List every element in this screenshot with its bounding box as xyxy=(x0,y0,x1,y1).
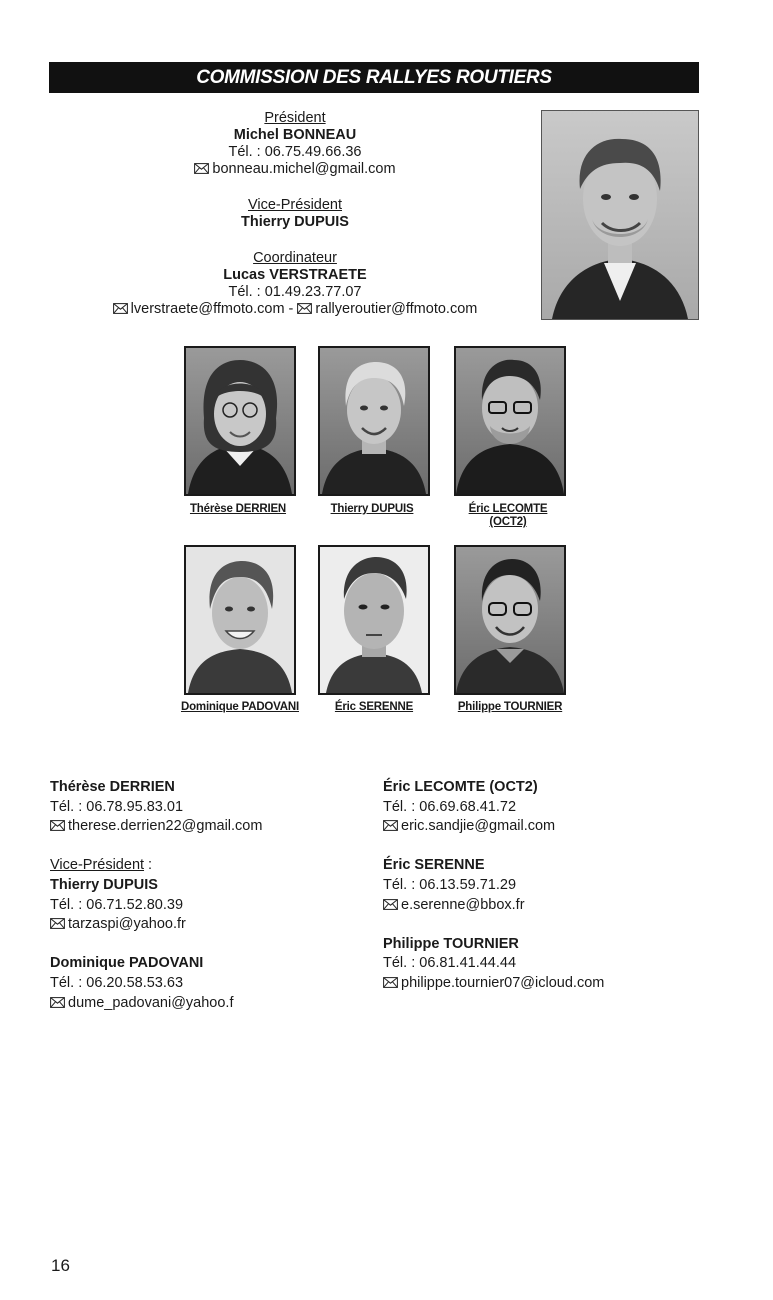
envelope-icon xyxy=(50,820,65,831)
contact-email[interactable]: eric.sandjie@gmail.com xyxy=(401,818,556,835)
caption-therese-derrien: Thérèse DERRIEN xyxy=(189,503,287,515)
contact-name: Éric SERENNE xyxy=(383,857,485,874)
vice-president-role: Vice-Président xyxy=(247,197,343,213)
envelope-icon xyxy=(297,303,312,314)
contact-email[interactable]: therese.derrien22@gmail.com xyxy=(68,818,263,835)
portrait-thierry-dupuis xyxy=(318,346,430,496)
vice-president-name: Thierry DUPUIS xyxy=(241,214,349,230)
president-phone: Tél. : 06.75.49.66.36 xyxy=(228,144,362,160)
caption-eric-serenne: Éric SERENNE xyxy=(334,701,414,713)
contact-card xyxy=(50,954,360,1013)
contact-card xyxy=(50,778,360,837)
contact-name: Éric LECOMTE (OCT2) xyxy=(383,779,538,795)
president-block xyxy=(90,110,500,178)
vice-president-block xyxy=(90,197,500,231)
contact-email[interactable]: philippe.tournier07@icloud.com xyxy=(401,974,605,991)
envelope-icon xyxy=(383,899,398,910)
contact-phone: Tél. : 06.81.41.44.44 xyxy=(383,955,517,972)
contact-column-right xyxy=(383,778,723,994)
coordinator-phone: Tél. : 01.49.23.77.07 xyxy=(228,284,362,300)
page-number: 16 xyxy=(51,1256,70,1275)
contact-card xyxy=(383,856,723,915)
portrait-eric-serenne xyxy=(318,545,430,695)
coordinator-name: Lucas VERSTRAETE xyxy=(223,267,367,283)
president-name: Michel BONNEAU xyxy=(233,127,357,143)
contact-card xyxy=(383,778,723,837)
caption-eric-lecomte-line1: Éric LECOMTE xyxy=(468,503,548,515)
contact-card xyxy=(383,935,723,994)
contact-phone: Tél. : 06.78.95.83.01 xyxy=(50,798,184,815)
contact-phone: Tél. : 06.69.68.41.72 xyxy=(383,798,517,815)
contact-name: Dominique PADOVANI xyxy=(50,955,204,972)
contact-name: Thérèse DERRIEN xyxy=(50,779,175,795)
contact-role: Vice-Président xyxy=(50,857,145,874)
envelope-icon xyxy=(50,997,65,1008)
section-banner xyxy=(49,62,699,93)
contact-name: Philippe TOURNIER xyxy=(383,935,519,952)
envelope-icon xyxy=(50,918,65,929)
contact-role-suffix: : xyxy=(144,857,153,874)
envelope-icon xyxy=(113,303,128,314)
contact-card xyxy=(50,856,360,934)
envelope-icon xyxy=(383,820,398,831)
contact-name: Thierry DUPUIS xyxy=(50,876,158,893)
coordinator-block xyxy=(60,250,530,318)
contact-column-left xyxy=(50,778,360,1013)
email-separator: - xyxy=(284,301,298,317)
president-email[interactable]: bonneau.michel@gmail.com xyxy=(212,161,396,177)
coordinator-email-1[interactable]: lverstraete@ffmoto.com xyxy=(130,301,285,317)
portrait-dominique-padovani xyxy=(184,545,296,695)
contact-email[interactable]: dume_padovani@yahoo.f xyxy=(68,994,234,1011)
caption-eric-lecomte-line2: (OCT2) xyxy=(489,516,527,528)
caption-dominique-padovani: Dominique PADOVANI xyxy=(180,701,299,713)
president-role: Président xyxy=(264,110,326,126)
contact-email[interactable]: tarzaspi@yahoo.fr xyxy=(68,916,186,933)
coordinator-role: Coordinateur xyxy=(253,250,337,266)
envelope-icon xyxy=(194,163,209,174)
caption-eric-lecomte xyxy=(442,503,574,529)
contact-phone: Tél. : 06.71.52.80.39 xyxy=(50,896,184,913)
coordinator-email-2[interactable]: rallyeroutier@ffmoto.com xyxy=(315,301,478,317)
caption-thierry-dupuis: Thierry DUPUIS xyxy=(330,503,414,515)
envelope-icon xyxy=(383,977,398,988)
caption-philippe-tournier: Philippe TOURNIER xyxy=(457,701,563,713)
portrait-philippe-tournier xyxy=(454,545,566,695)
portrait-eric-lecomte xyxy=(454,346,566,496)
contact-email[interactable]: e.serenne@bbox.fr xyxy=(401,896,525,913)
contact-phone: Tél. : 06.13.59.71.29 xyxy=(383,876,517,893)
president-portrait xyxy=(541,110,699,320)
portrait-therese-derrien xyxy=(184,346,296,496)
contact-phone: Tél. : 06.20.58.53.63 xyxy=(50,974,184,991)
banner-title: COMMISSION DES RALLYES ROUTIERS xyxy=(196,67,552,88)
